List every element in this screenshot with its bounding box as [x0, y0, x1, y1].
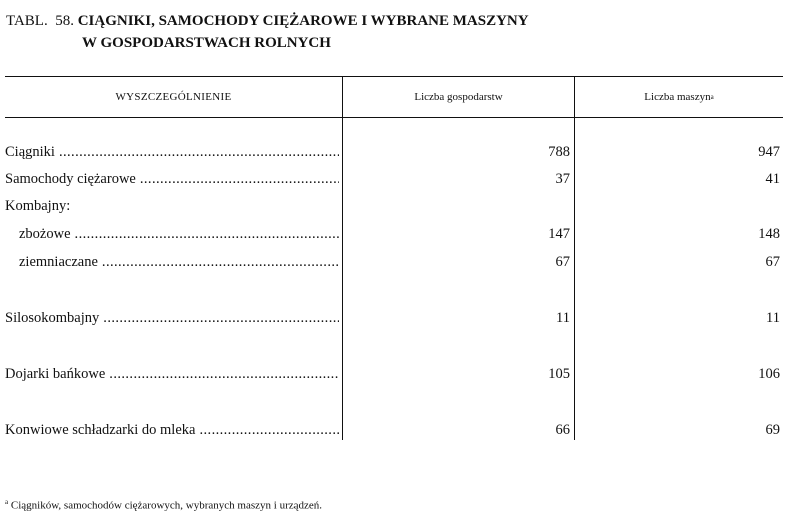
title-line-1: CIĄGNIKI, SAMOCHODY CIĘŻAROWE I WYBRANE MASZYNY: [77, 13, 529, 29]
row-machines: 106: [758, 366, 780, 382]
table-title: [6, 10, 786, 54]
row-machines: 69: [765, 422, 780, 438]
row-label: zbożowe .....: [19, 226, 339, 243]
row-machines: 947: [758, 144, 780, 160]
row-farms: 147: [548, 226, 570, 242]
row-label: Kombajny:: [5, 198, 71, 214]
footnote: [5, 498, 322, 512]
table-number: 58.: [55, 13, 74, 29]
row-machines: 11: [766, 310, 780, 326]
row-machines: 67: [765, 254, 780, 270]
header-machines-footnote-mark: a: [710, 92, 714, 101]
table-row: [5, 254, 783, 274]
row-machines: 41: [765, 171, 780, 187]
row-label: Ciągniki .....: [5, 144, 339, 161]
header-farms: [343, 76, 574, 117]
row-farms: 105: [548, 366, 570, 382]
title-line-2: W GOSPODARSTWACH ROLNYCH: [82, 35, 331, 51]
row-farms: 66: [555, 422, 570, 438]
header-machines-label: Liczba maszyn: [644, 90, 711, 103]
row-farms: 788: [548, 144, 570, 160]
header-specification-label: WYSZCZEGÓLNIENIE: [115, 90, 232, 103]
data-table: [5, 76, 783, 440]
footnote-text: Ciągników, samochodów ciężarowych, wybranych maszyn i urządzeń.: [10, 499, 323, 512]
row-label: Samochody ciężarowe .....: [5, 171, 339, 188]
header-farms-label: Liczba gospodarstw: [414, 90, 503, 103]
table-row: [5, 366, 783, 386]
row-label: Silosokombajny .....: [5, 310, 339, 327]
row-label: Dojarki bańkowe .....: [5, 366, 339, 383]
row-farms: 67: [555, 254, 570, 270]
table-row: [5, 171, 783, 191]
row-farms: 11: [556, 310, 570, 326]
header-machines: [575, 76, 783, 117]
table-row: [5, 310, 783, 330]
table-row: [5, 422, 783, 442]
table-row: [5, 226, 783, 246]
row-label: ziemniaczane .....: [19, 254, 339, 271]
table-prefix: TABL.: [6, 13, 48, 29]
row-label: Konwiowe schładzarki do mleka .....: [5, 422, 339, 439]
table-row: [5, 144, 783, 164]
table-header-rule: [5, 117, 783, 118]
footnote-mark: a: [5, 498, 9, 506]
row-machines: 148: [758, 226, 780, 242]
row-farms: 37: [555, 171, 570, 187]
header-specification: [5, 76, 342, 117]
table-row: [5, 198, 783, 218]
